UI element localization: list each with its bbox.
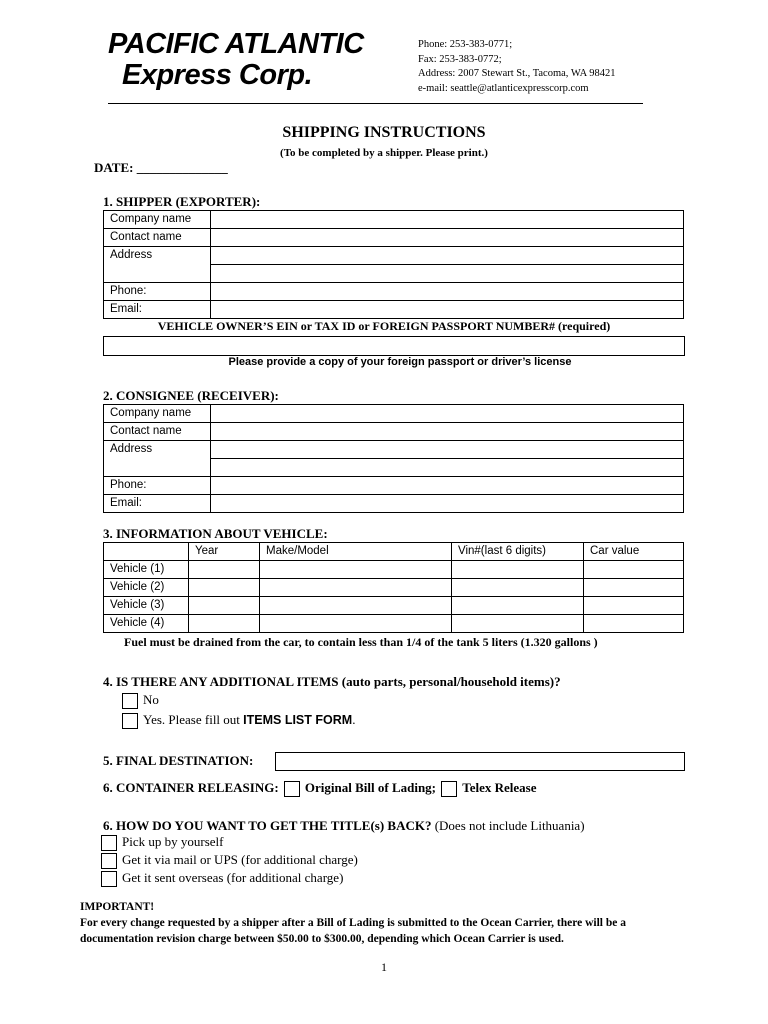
- vehicle-1-make[interactable]: [260, 561, 452, 579]
- vehicle-row-label: Vehicle (3): [104, 597, 189, 615]
- contact-phone: Phone: 253-383-0771;: [418, 39, 513, 50]
- telex-release-label: Telex Release: [462, 780, 537, 795]
- consignee-email-label: Email:: [104, 495, 211, 513]
- additional-heading: [103, 674, 561, 690]
- title-pickup-label: Pick up by yourself: [122, 834, 224, 849]
- shipper-address-field-2[interactable]: [211, 265, 684, 283]
- shipper-phone-field[interactable]: [211, 283, 684, 301]
- vehicle-row-label: Vehicle (2): [104, 579, 189, 597]
- vehicle-1-vin[interactable]: [452, 561, 584, 579]
- bill-of-lading-checkbox[interactable]: [284, 781, 300, 797]
- vehicle-2-make[interactable]: [260, 579, 452, 597]
- destination-label: 5. FINAL DESTINATION:: [103, 753, 254, 768]
- vehicle-col-vin: Vin#(last 6 digits): [452, 543, 584, 561]
- vehicle-3-make[interactable]: [260, 597, 452, 615]
- consignee-phone-label: Phone:: [104, 477, 211, 495]
- vehicle-4-value[interactable]: [584, 615, 684, 633]
- title-pickup-checkbox[interactable]: [101, 835, 117, 851]
- title-overseas-label: Get it sent overseas (for additional charge): [122, 870, 344, 885]
- title-overseas-option[interactable]: [101, 870, 343, 887]
- consignee-table: [103, 404, 684, 513]
- contact-address: Address: 2007 Stewart St., Tacoma, WA 98421: [418, 68, 616, 79]
- vehicle-header-blank: [104, 543, 189, 561]
- contact-fax: Fax: 253-383-0772;: [418, 53, 502, 65]
- vehicle-2-vin[interactable]: [452, 579, 584, 597]
- vehicle-2-year[interactable]: [189, 579, 260, 597]
- page-title: SHIPPING INSTRUCTIONS: [282, 124, 486, 141]
- consignee-address-field-2[interactable]: [211, 459, 684, 477]
- shipper-email-field[interactable]: [211, 301, 684, 319]
- items-list-form-link[interactable]: ITEMS LIST FORM: [243, 713, 353, 727]
- consignee-contact-label: Contact name: [104, 423, 211, 441]
- consignee-email-field[interactable]: [211, 495, 684, 513]
- important-text: For every change requested by a shipper after a Bill of Lading is submitted to the Ocean Carrier, there will be a documentation revision charge between $50.00 to $300.00, depending which Ocean Carrier is used.: [80, 917, 627, 945]
- logo-line-1: PACIFIC ATLANTIC: [108, 28, 364, 60]
- shipper-address-label: Address: [104, 247, 211, 283]
- vehicle-3-year[interactable]: [189, 597, 260, 615]
- page-number: 1: [381, 960, 387, 974]
- shipper-table: [103, 210, 684, 319]
- vehicle-col-value: Car value: [584, 543, 684, 561]
- vehicle-3-value[interactable]: [584, 597, 684, 615]
- page-subtitle: (To be completed by a shipper. Please print.): [280, 147, 488, 159]
- title-mail-label: Get it via mail or UPS (for additional charge): [122, 852, 358, 867]
- additional-yes-option[interactable]: [122, 712, 355, 729]
- ein-label: [0, 319, 768, 334]
- container-label: 6. CONTAINER RELEASING:: [103, 780, 279, 795]
- shipper-company-label: Company name: [104, 211, 211, 229]
- consignee-heading: 2. CONSIGNEE (RECEIVER):: [103, 388, 279, 403]
- telex-release-checkbox[interactable]: [441, 781, 457, 797]
- consignee-contact-field[interactable]: [211, 423, 684, 441]
- title-back-heading: [103, 818, 585, 834]
- company-logo: [108, 28, 364, 91]
- additional-yes-label: Yes. Please fill out: [143, 712, 240, 727]
- vehicle-1-value[interactable]: [584, 561, 684, 579]
- contact-email: e-mail: seattle@atlanticexpresscorp.com: [418, 82, 589, 94]
- bill-of-lading-label: Original Bill of Lading;: [304, 780, 437, 795]
- vehicle-4-make[interactable]: [260, 615, 452, 633]
- shipper-company-field[interactable]: [211, 211, 684, 229]
- additional-heading-rest: (auto parts, personal/household items)?: [341, 674, 561, 689]
- vehicle-1-year[interactable]: [189, 561, 260, 579]
- consignee-address-field-1[interactable]: [211, 441, 684, 459]
- vehicle-4-year[interactable]: [189, 615, 260, 633]
- vehicle-row-label: Vehicle (1): [104, 561, 189, 579]
- vehicle-row-label: Vehicle (4): [104, 615, 189, 633]
- vehicle-4-vin[interactable]: [452, 615, 584, 633]
- title-back-heading-bold: 6. HOW DO YOU WANT TO GET THE TITLE(s) BACK?: [103, 818, 432, 833]
- passport-note: Please provide a copy of your foreign passport or driver’s license: [228, 356, 572, 368]
- consignee-company-field[interactable]: [211, 405, 684, 423]
- shipper-heading: 1. SHIPPER (EXPORTER):: [103, 194, 261, 209]
- vehicle-col-make: Make/Model: [260, 543, 452, 561]
- additional-yes-checkbox[interactable]: [122, 713, 138, 729]
- vehicle-col-year: Year: [189, 543, 260, 561]
- additional-no-option[interactable]: [122, 692, 159, 709]
- additional-no-checkbox[interactable]: [122, 693, 138, 709]
- destination-field[interactable]: [275, 752, 685, 771]
- shipper-phone-label: Phone:: [104, 283, 211, 301]
- vehicle-2-value[interactable]: [584, 579, 684, 597]
- shipper-contact-label: Contact name: [104, 229, 211, 247]
- vehicle-table: [103, 542, 684, 633]
- ein-label-required: (required): [558, 319, 611, 333]
- consignee-phone-field[interactable]: [211, 477, 684, 495]
- shipper-contact-field[interactable]: [211, 229, 684, 247]
- title-mail-checkbox[interactable]: [101, 853, 117, 869]
- consignee-address-label: Address: [104, 441, 211, 477]
- contact-info: [418, 38, 616, 96]
- additional-no-label: No: [143, 692, 159, 707]
- additional-heading-bold: 4. IS THERE ANY ADDITIONAL ITEMS: [103, 674, 339, 689]
- shipper-email-label: Email:: [104, 301, 211, 319]
- ein-label-main: VEHICLE OWNER’S EIN or TAX ID or FOREIGN PASSPORT NUMBER#: [157, 319, 556, 333]
- consignee-company-label: Company name: [104, 405, 211, 423]
- additional-yes-suffix: .: [352, 712, 356, 727]
- title-overseas-checkbox[interactable]: [101, 871, 117, 887]
- vehicle-3-vin[interactable]: [452, 597, 584, 615]
- vehicle-heading: 3. INFORMATION ABOUT VEHICLE:: [103, 526, 328, 541]
- container-releasing-row: [103, 780, 537, 797]
- fuel-note: Fuel must be drained from the car, to contain less than 1/4 of the tank 5 liters (1.320 gallons ): [124, 635, 598, 649]
- important-heading: IMPORTANT!: [80, 901, 155, 913]
- title-mail-option[interactable]: [101, 852, 358, 869]
- logo-line-2: Express Corp.: [122, 59, 313, 91]
- ein-field[interactable]: [103, 336, 685, 356]
- title-pickup-option[interactable]: [101, 834, 223, 851]
- title-back-heading-rest: (Does not include Lithuania): [434, 818, 585, 833]
- important-notice: [80, 899, 695, 947]
- header-divider: [108, 103, 643, 104]
- shipper-address-field-1[interactable]: [211, 247, 684, 265]
- date-field[interactable]: DATE: ______________: [94, 160, 228, 175]
